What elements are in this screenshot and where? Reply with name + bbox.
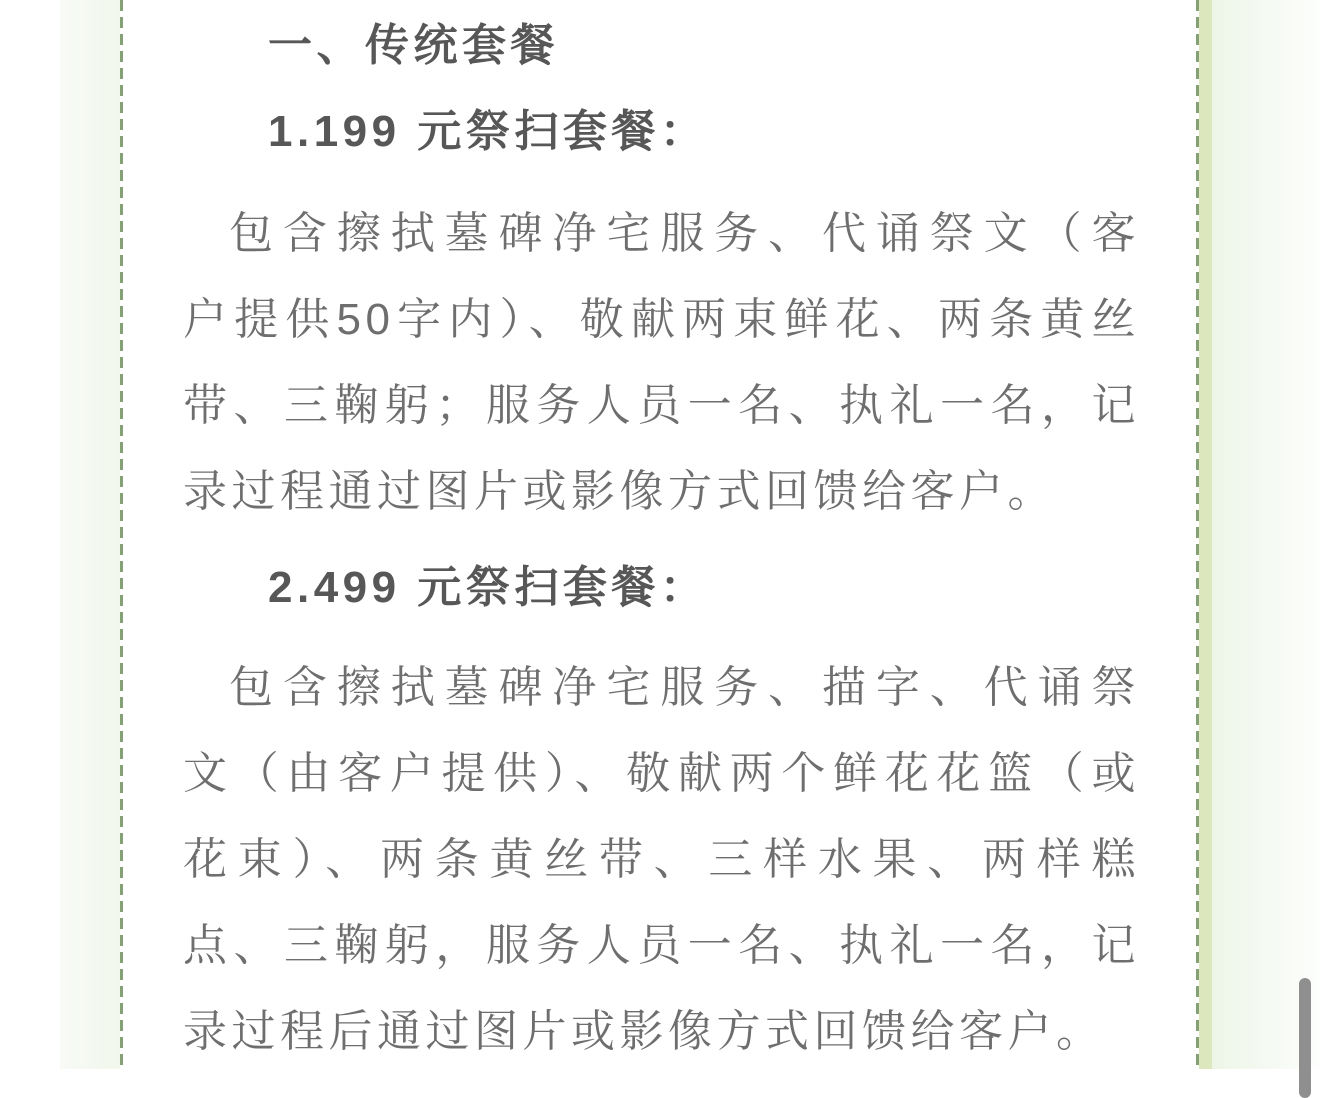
text-line: 包含擦拭墓碑净宅服务、描字、代诵祭: [229, 663, 1140, 712]
heading-499-package: [183, 545, 1140, 631]
text-line: 户提供50字内）、敬献两束鲜花、两条黄丝: [183, 295, 1140, 344]
right-green-band: [1199, 0, 1212, 1069]
text-line: 花束）、两条黄丝带、三样水果、两样糕: [183, 835, 1140, 884]
left-green-band: [60, 0, 120, 1069]
paragraph-199-package-details: [183, 191, 1140, 535]
paragraph-499-package-details: [183, 645, 1140, 1075]
right-page-margin: [1212, 0, 1320, 1069]
text-line: 文（由客户提供）、敬献两个鲜花花篮（或: [183, 749, 1140, 798]
left-dashed-border: [120, 0, 123, 1069]
text-line: 带、三鞠躬；服务人员一名、执礼一名，记: [183, 381, 1140, 430]
text-line: 包含擦拭墓碑净宅服务、代诵祭文（客: [229, 209, 1140, 258]
article-content: [183, 3, 1140, 1075]
text-line: 点、三鞠躬，服务人员一名、执礼一名，记: [183, 921, 1140, 970]
text-line: 录过程后通过图片或影像方式回馈给客户。: [183, 1007, 1105, 1056]
heading-499-package-label: 2.499 元祭扫套餐：: [268, 563, 709, 612]
text-line: 录过程通过图片或影像方式回馈给客户。: [183, 467, 1056, 516]
heading-199-package-label: 1.199 元祭扫套餐：: [268, 107, 709, 156]
heading-traditional-packages: 一、传统套餐: [268, 21, 559, 70]
section-title-traditional-packages: [183, 3, 1140, 89]
scrollbar-thumb[interactable]: [1299, 978, 1311, 1098]
heading-199-package: [183, 89, 1140, 175]
